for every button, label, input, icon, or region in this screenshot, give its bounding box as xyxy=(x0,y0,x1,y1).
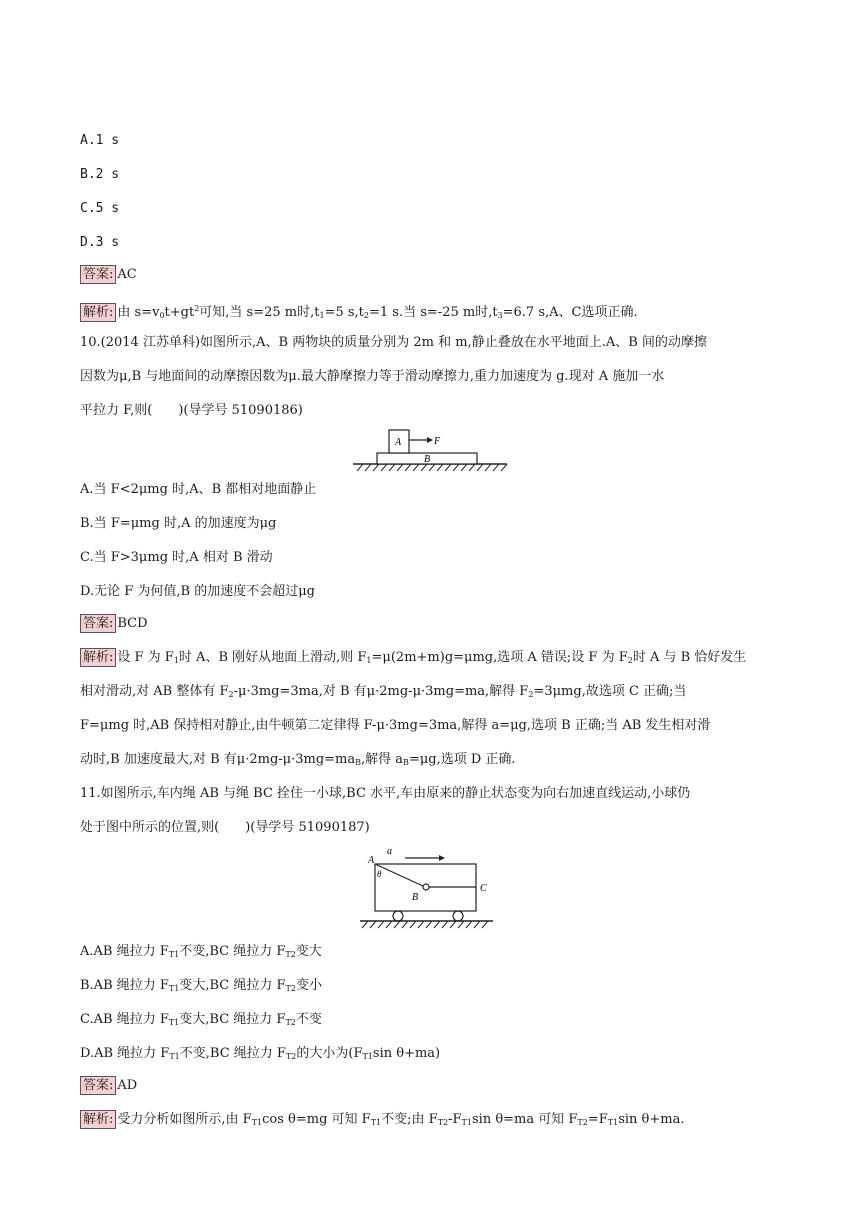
theta-label: θ xyxy=(377,869,382,879)
analysis-text: =μ(2m+m)g=μmg,选项 A 错误;设 F 为 F xyxy=(371,650,628,665)
option-text: 变大 xyxy=(295,944,322,959)
ground xyxy=(360,921,493,928)
option-d xyxy=(80,1044,440,1067)
point-b-label: B xyxy=(412,892,419,903)
option-text: A.AB 绳拉力 F xyxy=(80,944,169,959)
answer-row xyxy=(80,1076,137,1096)
subscript: 3 xyxy=(497,311,503,320)
subscript: T1 xyxy=(168,1018,180,1027)
analysis-label: 解析: xyxy=(80,1110,116,1129)
analysis-text: =F xyxy=(587,1112,608,1127)
answer-value: AD xyxy=(117,1078,138,1093)
subscript: 2 xyxy=(363,311,369,320)
analysis-text: cos θ=mg 可知 F xyxy=(262,1112,371,1127)
subscript: T1 xyxy=(169,1052,180,1061)
arrowhead xyxy=(439,855,445,861)
subscript: T1 xyxy=(251,1118,263,1127)
subscript: T1 xyxy=(362,1052,373,1061)
point-a-label: A xyxy=(368,855,375,866)
analysis-text: 相对滑动,对 AB 整体有 F xyxy=(80,684,229,699)
block-b-label: B xyxy=(424,454,431,465)
wheel-left xyxy=(393,911,403,921)
superscript: 2 xyxy=(194,304,200,313)
analysis-text: 设 F 为 F xyxy=(117,650,174,665)
option-a xyxy=(80,942,322,965)
option-c: C.5 s xyxy=(80,201,120,216)
force-label: F xyxy=(434,436,441,447)
option-text: 不变 xyxy=(295,1012,322,1027)
analysis-row xyxy=(80,1110,684,1133)
subscript: B xyxy=(403,758,409,767)
analysis-row xyxy=(80,648,746,671)
subscript: T1 xyxy=(461,1118,472,1127)
analysis-text: =6.7 s,A、C选项正确. xyxy=(502,305,638,320)
analysis-text: 动时,B 加速度最大,对 B 有μ·2mg-μ·3mg=ma xyxy=(80,752,356,767)
option-d: D.3 s xyxy=(80,235,120,250)
subscript: T2 xyxy=(437,1118,449,1127)
answer-label: 答案: xyxy=(80,1076,116,1095)
option-text: D.AB 绳拉力 F xyxy=(80,1046,170,1061)
analysis-text: -F xyxy=(448,1112,462,1127)
analysis-line xyxy=(80,682,686,705)
option-c xyxy=(80,1010,322,1033)
option-text: 变大,BC 绳拉力 F xyxy=(179,1012,286,1027)
option-b xyxy=(80,976,322,999)
arrowhead xyxy=(427,437,433,443)
option-text: 的大小为(F xyxy=(296,1046,363,1061)
subscript: T1 xyxy=(370,1118,382,1127)
question-11-stem-line: 11.如图所示,车内绳 AB 与绳 BC 拴住一小球,BC 水平,车由原来的静止状态变为向右加速直线运动,小球仍 xyxy=(80,786,691,801)
subscript: 2 xyxy=(627,656,633,665)
option-text: 不变,BC 绳拉力 F xyxy=(179,1046,286,1061)
subscript: T1 xyxy=(607,1118,619,1127)
analysis-line xyxy=(80,750,516,773)
analysis-text: 时 A、B 刚好从地面上滑动,则 F xyxy=(178,650,367,665)
subscript: T2 xyxy=(285,984,296,993)
answer-row xyxy=(80,265,137,285)
subscript: 1 xyxy=(319,311,325,320)
analysis-text: =3μmg,故选项 C 正确;当 xyxy=(533,684,687,699)
option-text: sin θ+ma) xyxy=(372,1046,441,1061)
analysis-text: 由 s=v xyxy=(117,305,160,320)
cart-figure xyxy=(355,842,505,934)
block-a-label: A xyxy=(395,437,402,448)
answer-value: AC xyxy=(117,267,137,282)
analysis-text: =1 s.当 s=-25 m时,t xyxy=(369,305,498,320)
question-11-stem-line: 处于图中所示的位置,则( )(导学号 51090187) xyxy=(80,820,370,835)
analysis-text: =5 s,t xyxy=(324,305,364,320)
subscript: B xyxy=(355,758,362,767)
analysis-text: =μg,选项 D 正确. xyxy=(408,752,516,767)
option-d: D.无论 F 为何值,B 的加速度不会超过μg xyxy=(80,584,315,599)
option-a: A.当 F<2μmg 时,A、B 都相对地面静止 xyxy=(80,482,317,497)
analysis-text: sin θ=ma 可知 F xyxy=(471,1112,578,1127)
point-c-label: C xyxy=(480,883,487,894)
analysis-text: 时 A 与 B 恰好发生 xyxy=(632,650,747,665)
subscript: T2 xyxy=(285,950,296,959)
acceleration-label: a xyxy=(387,846,392,857)
subscript: 2 xyxy=(228,690,234,699)
option-b: B.2 s xyxy=(80,167,120,182)
wheel-right xyxy=(453,911,463,921)
subscript: T1 xyxy=(168,984,180,993)
option-a: A.1 s xyxy=(80,133,120,148)
analysis-text: 可知,当 s=25 m时,t xyxy=(199,305,320,320)
ground xyxy=(353,464,507,471)
option-text: 不变,BC 绳拉力 F xyxy=(179,944,286,959)
analysis-text: 不变;由 F xyxy=(381,1112,438,1127)
answer-value: BCD xyxy=(117,616,148,631)
answer-label: 答案: xyxy=(80,614,116,633)
question-10-stem-line: 因数为μ,B 与地面间的动摩擦因数为μ.最大静摩擦力等于滑动摩擦力,重力加速度为 g.现对 A 施加一水 xyxy=(80,369,665,384)
subscript: 2 xyxy=(528,690,534,699)
option-text: 变大,BC 绳拉力 F xyxy=(179,978,286,993)
analysis-text: 受力分析如图所示,由 F xyxy=(117,1112,252,1127)
answer-row xyxy=(80,614,148,634)
option-text: B.AB 绳拉力 F xyxy=(80,978,169,993)
option-b: B.当 F=μmg 时,A 的加速度为μg xyxy=(80,516,277,531)
answer-label: 答案: xyxy=(80,265,116,284)
option-text: 变小 xyxy=(295,978,322,993)
subscript: T2 xyxy=(285,1018,296,1027)
analysis-text: ,解得 a xyxy=(361,752,404,767)
option-text: C.AB 绳拉力 F xyxy=(80,1012,169,1027)
option-c: C.当 F>3μmg 时,A 相对 B 滑动 xyxy=(80,550,273,565)
analysis-text: sin θ+ma. xyxy=(618,1112,685,1127)
blocks-figure xyxy=(345,423,515,473)
analysis-label: 解析: xyxy=(80,648,116,667)
analysis-line: F=μmg 时,AB 保持相对静止,由牛顿第二定律得 F-μ·3mg=3ma,解得 a=μg,选项 B 正确;当 AB 发生相对滑 xyxy=(80,718,711,733)
ball xyxy=(423,884,429,890)
subscript: T2 xyxy=(285,1052,297,1061)
analysis-text: t+gt xyxy=(164,305,195,320)
question-10-stem-line: 10.(2014 江苏单科)如图所示,A、B 两物块的质量分别为 2m 和 m,静止叠放在水平地面上.A、B 间的动摩擦 xyxy=(80,335,707,350)
analysis-label: 解析: xyxy=(80,303,116,322)
subscript: T1 xyxy=(168,950,180,959)
subscript: 1 xyxy=(366,656,372,665)
subscript: T2 xyxy=(577,1118,588,1127)
analysis-row xyxy=(80,299,638,326)
question-10-stem-line: 平拉力 F,则( )(导学号 51090186) xyxy=(80,403,303,418)
subscript: 1 xyxy=(173,656,179,665)
subscript: 0 xyxy=(159,311,165,320)
analysis-text: -μ·3mg=3ma,对 B 有μ·2mg-μ·3mg=ma,解得 F xyxy=(233,684,529,699)
